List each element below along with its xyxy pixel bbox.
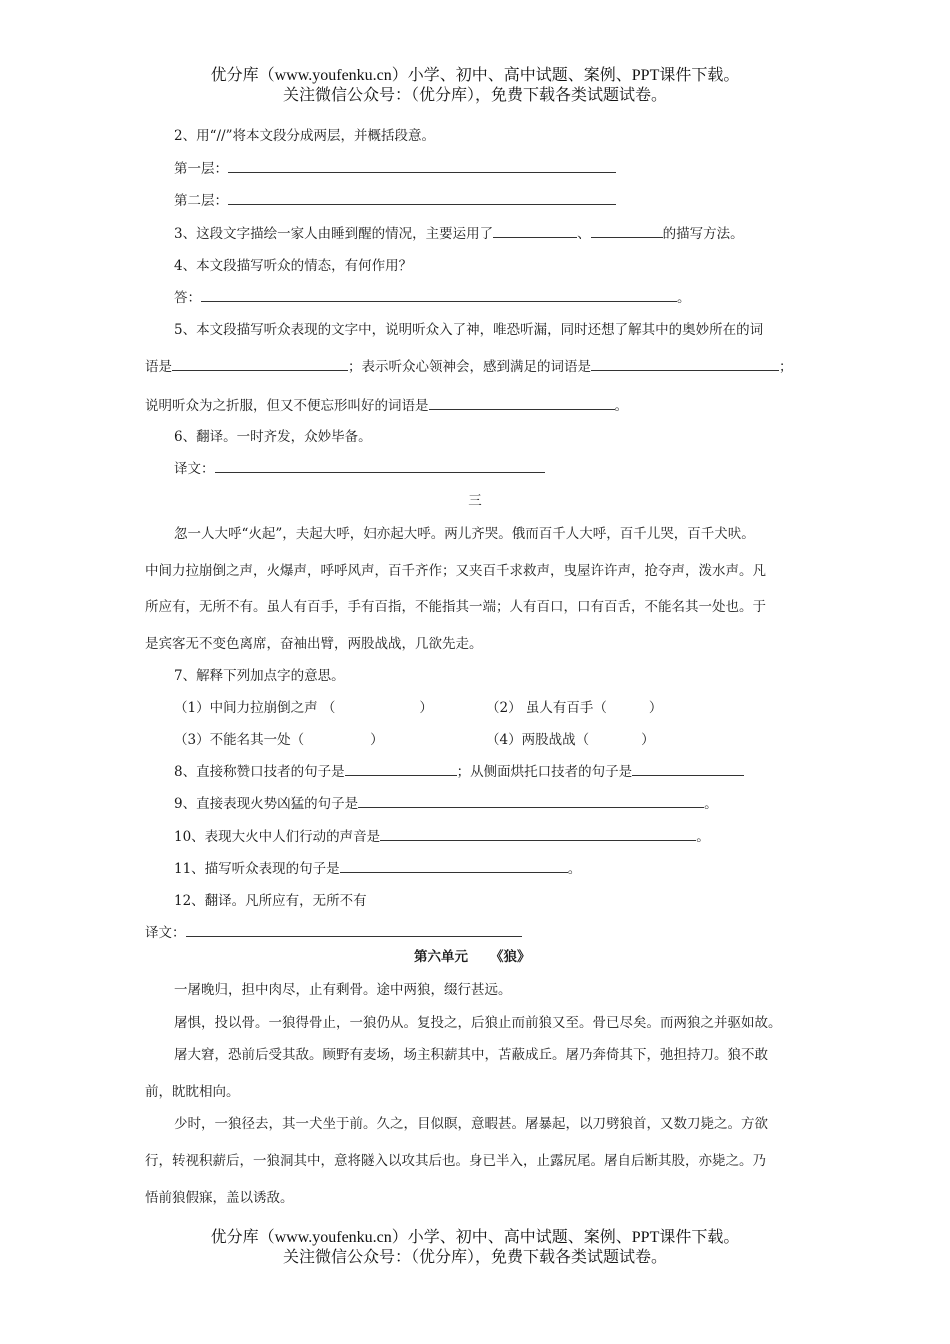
question-7-item-2-text: （2） 虽人有百手（ [486, 700, 607, 716]
question-7-item-4-close: ） [641, 732, 655, 748]
question-9-period: 。 [704, 796, 718, 812]
question-5-blank-1 [172, 358, 348, 371]
footer-banner-line-1: 优分库（www.youfenku.cn）小学、初中、高中试题、案例、PPT课件下载。 [210, 1229, 740, 1246]
translation-12-blank [186, 924, 522, 937]
layer-2-line [174, 192, 616, 210]
question-7-item-1-text: （1）中间力拉崩倒之声 （ [174, 700, 336, 716]
header-banner-line-1: 优分库（www.youfenku.cn）小学、初中、高中试题、案例、PPT课件下载。 [210, 67, 740, 84]
question-5-blank-3 [429, 397, 615, 410]
question-7-item-1-close: ） [419, 700, 433, 716]
question-5-text-b: ；表示听众心领神会，感到满足的词语是 [348, 359, 591, 375]
translation-12-label: 译文： [145, 925, 186, 941]
unit-6-label: 第六单元 [414, 949, 468, 965]
question-11-period: 。 [567, 861, 582, 877]
question-5-text-d: 说明听众为之折服，但又不便忘形叫好的词语是 [145, 398, 429, 414]
question-10-period: 。 [696, 829, 710, 845]
wolf-passage-p1: 一屠晚归，担中肉尽，止有剩骨。途中两狼，缀行甚远。 [174, 982, 512, 998]
question-7-item-2-close: ） [648, 700, 663, 716]
question-3-blank-2 [591, 225, 663, 238]
question-7-item-3-text: （3）不能名其一处（ [174, 732, 305, 748]
wolf-passage-p3-line-1: 屠大窘，恐前后受其敌。顾野有麦场，场主积薪其中，苫蔽成丘。屠乃奔倚其下，弛担持刀。狼不敢 [174, 1047, 768, 1063]
question-11-blank [340, 860, 568, 873]
question-5-line-1: 5、本文段描写听众表现的文字中，说明听众入了神，唯恐听漏，同时还想了解其中的奥妙所在的词 [174, 322, 764, 338]
question-7-item-3 [174, 731, 384, 749]
wolf-passage-p4-line-1: 少时，一狼径去，其一犬坐于前。久之，目似瞑，意暇甚。屠暴起，以刀劈狼首，又数刀毙之。方欲 [174, 1116, 768, 1132]
layer-1-blank [228, 160, 616, 173]
question-8-blank-2 [632, 763, 744, 776]
passage-3-line-3: 所应有，无所不有。虽人有百手，手有百指，不能指其一端；人有百口，口有百舌，不能名其一处也。于 [145, 599, 766, 615]
passage-3-line-1: 忽一人大呼“火起”，夫起大呼，妇亦起大呼。两儿齐哭。俄而百千人大呼，百千儿哭，百千犬吠。 [174, 526, 755, 542]
footer-banner-line-2: 关注微信公众号：（优分库），免费下载各类试题试卷。 [282, 1249, 667, 1266]
question-8-text-a: 8、直接称赞口技者的句子是 [174, 764, 345, 780]
question-12: 12、翻译。凡所应有，无所不有 [174, 893, 367, 909]
translation-6-blank [215, 460, 545, 473]
question-5-line-3 [145, 397, 628, 415]
question-11 [174, 860, 581, 878]
question-5-text-a: 语是 [145, 359, 172, 375]
question-5-text-c: ； [779, 359, 793, 375]
wolf-passage-p4-line-3: 悟前狼假寐，盖以诱敌。 [145, 1190, 294, 1206]
question-10-blank [380, 828, 696, 841]
passage-3-line-2: 中间力拉崩倒之声，火爆声，呼呼风声，百千齐作；又夹百千求救声，曳屋许许声，抢夺声，泼水声。凡 [145, 563, 766, 579]
question-4: 4、本文段描写听众的情态，有何作用？ [174, 258, 413, 274]
section-heading-3: 三 [468, 493, 482, 509]
passage-3-line-4: 是宾客无不变色离席，奋袖出臂，两股战战，几欲先走。 [145, 636, 483, 652]
question-9-text: 9、直接表现火势凶猛的句子是 [174, 796, 359, 812]
question-7: 7、解释下列加点字的意思。 [174, 668, 345, 684]
question-8 [174, 763, 744, 781]
unit-title [414, 948, 531, 966]
layer-1-line [174, 160, 616, 178]
answer-4-blank [201, 289, 677, 302]
translation-6-line [174, 460, 545, 478]
question-10-text: 10、表现大火中人们行动的声音是 [174, 829, 381, 845]
question-9 [174, 795, 718, 813]
question-7-item-1 [174, 699, 433, 717]
layer-1-label: 第一层： [174, 161, 228, 177]
question-5-text-e: 。 [614, 398, 628, 414]
wolf-passage-p2: 屠惧，投以骨。一狼得骨止，一狼仍从。复投之，后狼止而前狼又至。骨已尽矣。而两狼之并驱如故。 [174, 1015, 782, 1031]
question-10 [174, 828, 710, 846]
question-7-item-4 [486, 731, 655, 749]
wolf-passage-p3-line-2: 前，眈眈相向。 [145, 1084, 240, 1100]
question-9-blank [358, 795, 704, 808]
lesson-title: 《狼》 [490, 949, 531, 965]
question-3-text-end: 的描写方法。 [662, 226, 744, 242]
answer-label: 答： [174, 290, 201, 306]
question-8-text-b: ；从侧面烘托口技者的句子是 [456, 764, 633, 780]
layer-2-blank [228, 192, 616, 205]
question-2: 2、用“//”将本文段分成两层，并概括段意。 [174, 128, 435, 144]
question-3-separator: 、 [577, 226, 591, 242]
answer-4-period: 。 [677, 290, 691, 306]
question-5-blank-2 [591, 358, 779, 371]
question-3-text: 3、这段文字描绘一家人由睡到醒的情况，主要运用了 [174, 226, 494, 242]
translation-12-line [145, 924, 522, 942]
question-7-item-3-close: ） [370, 732, 384, 748]
translation-label: 译文： [174, 461, 215, 477]
question-8-blank-1 [345, 763, 457, 776]
question-11-text: 11、描写听众表现的句子是 [174, 861, 340, 877]
answer-4-line [174, 289, 691, 307]
question-5-line-2 [145, 358, 793, 376]
wolf-passage-p4-line-2: 行，转视积薪后，一狼洞其中，意将隧入以攻其后也。身已半入，止露尻尾。屠自后断其股，亦毙之。乃 [145, 1153, 766, 1169]
question-3-blank-1 [493, 225, 577, 238]
header-banner-line-2: 关注微信公众号：（优分库），免费下载各类试题试卷。 [282, 87, 667, 104]
question-7-item-2 [486, 699, 662, 717]
layer-2-label: 第二层： [174, 193, 228, 209]
question-6: 6、翻译。一时齐发，众妙毕备。 [174, 429, 372, 445]
question-3 [174, 225, 744, 243]
question-7-item-4-text: （4）两股战战（ [486, 732, 590, 748]
